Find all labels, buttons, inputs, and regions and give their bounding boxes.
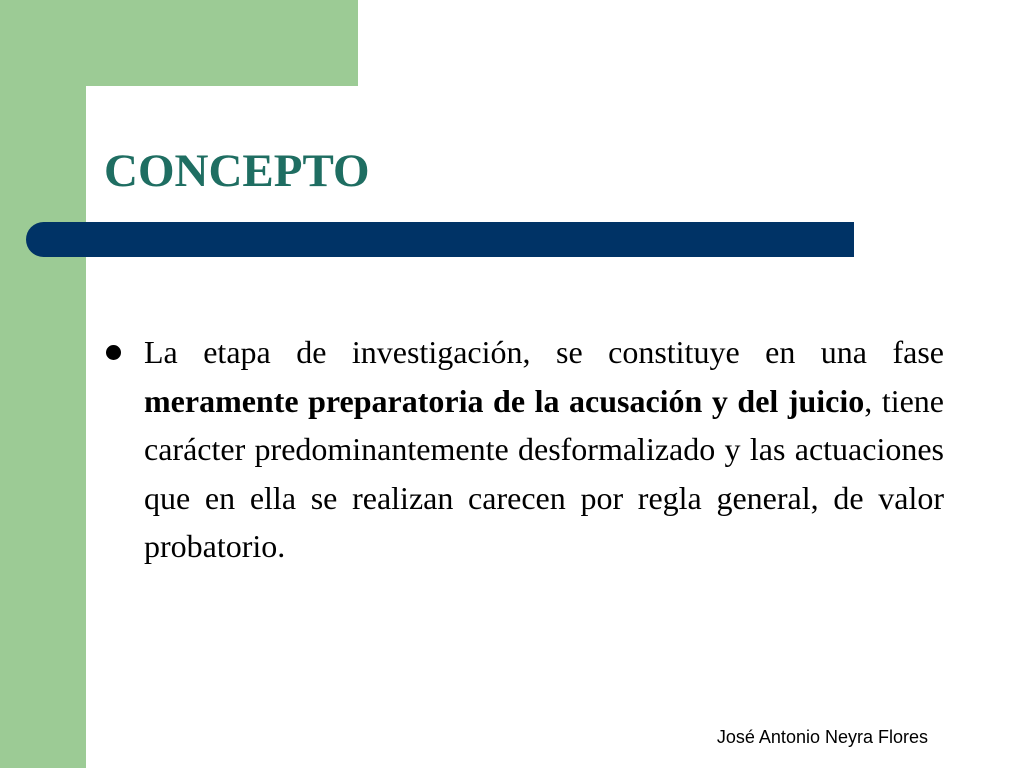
title-underline-bar [26, 222, 854, 257]
top-green-block [0, 0, 358, 86]
bullet-text-segment: , tiene carácter predominantemente desformalizado y las actuaciones que en ella se realizan carecen por regla general, de valor probatorio. [144, 382, 945, 564]
slide-title: CONCEPTO [104, 145, 370, 197]
bullet-dot-icon [106, 345, 121, 360]
bullet-text-segment: La etapa de investigación, se constituye en una fase [144, 334, 944, 370]
bullet-text [144, 328, 944, 571]
bullet-text-segment-bold: meramente preparatoria de la acusación y del juicio [144, 382, 865, 419]
footer-author: José Antonio Neyra Flores [716, 727, 928, 747]
left-green-strip [0, 0, 86, 768]
